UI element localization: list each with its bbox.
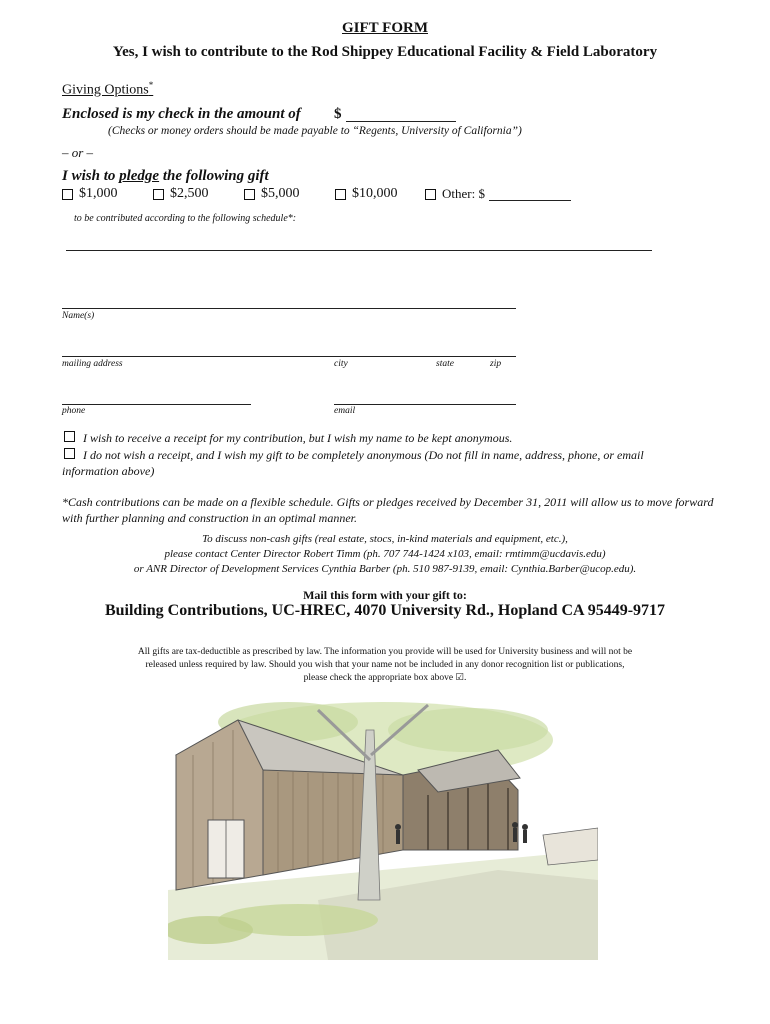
option-other[interactable]: [425, 186, 571, 202]
pledge-word: pledge: [119, 168, 160, 184]
state-label: state: [436, 359, 454, 369]
email-field[interactable]: [334, 404, 516, 405]
discuss-line-1: To discuss non-cash gifts (real estate, stocs, in-kind materials and equipment, etc.),: [202, 533, 568, 545]
names-label: Name(s): [62, 311, 95, 321]
giving-options-heading: [62, 80, 153, 99]
pledge-suffix: the following gift: [159, 168, 269, 184]
phone-field[interactable]: [62, 404, 251, 405]
email-label: email: [334, 406, 356, 416]
no-receipt-label: I do not wish a receipt, and I wish my gift to be completely anonymous (Do not fill in name, address, phone, or email: [83, 448, 644, 462]
option-5000[interactable]: [244, 186, 300, 202]
schedule-field[interactable]: [66, 250, 652, 251]
payable-note: (Checks or money orders should be made payable to “Regents, University of California”): [108, 125, 522, 137]
option-10000[interactable]: [335, 186, 398, 202]
checkbox[interactable]: [64, 448, 75, 459]
or-divider: – or –: [62, 145, 94, 160]
option-label: $10,000: [352, 186, 398, 201]
option-2500[interactable]: [153, 186, 209, 202]
checkbox[interactable]: [64, 431, 75, 442]
page-title: GIFT FORM: [342, 20, 428, 36]
receipt-anonymous-label: I wish to receive a receipt for my contribution, but I wish my name to be kept anonymous.: [83, 431, 513, 445]
tax-line-2: released unless required by law. Should you wish that your name not be included in any donor recognition list or publications,: [145, 660, 625, 670]
checkbox[interactable]: [153, 189, 164, 200]
giving-options-label: Giving Options: [62, 82, 149, 98]
option-label: $1,000: [79, 186, 118, 201]
tax-line-3: please check the appropriate box above ☑.: [303, 673, 467, 683]
zip-label: zip: [490, 359, 502, 369]
checkbox[interactable]: [425, 189, 436, 200]
enclosed-check-label: Enclosed is my check in the amount of: [62, 106, 301, 122]
phone-label: phone: [62, 406, 86, 416]
pledge-heading: [62, 168, 269, 185]
option-label: Other: $: [442, 186, 485, 201]
checkbox[interactable]: [62, 189, 73, 200]
discuss-line-3: or ANR Director of Development Services Cynthia Barber (ph. 510 987-9139, email: Cynthia.Barber@ucop.edu).: [133, 563, 637, 575]
mailing-address-label: mailing address: [62, 359, 123, 369]
no-receipt-label-cont: information above): [62, 464, 155, 478]
address-field[interactable]: [62, 356, 516, 357]
receipt-anonymous-option[interactable]: [64, 431, 512, 446]
cash-contribution-note: *Cash contributions can be made on a flexible schedule. Gifts or pledges received by December 31, 2011 will allow us to move forward with further planning and construction in an optimal manner.: [62, 495, 714, 525]
giving-options-asterisk: *: [148, 80, 154, 90]
tax-line-1: All gifts are tax-deductible as prescribed by law. The information you provide will be used for University business and will not be: [137, 647, 633, 657]
check-amount-field[interactable]: [346, 121, 456, 122]
pledge-prefix: I wish to: [62, 168, 120, 184]
mail-address: Building Contributions, UC-HREC, 4070 University Rd., Hopland CA 95449-9717: [104, 602, 666, 619]
no-receipt-option[interactable]: [64, 448, 714, 463]
option-label: $5,000: [261, 186, 300, 201]
check-amount-dollar: $: [334, 106, 342, 122]
schedule-label: to be contributed according to the following schedule*:: [74, 213, 297, 224]
discuss-line-2: please contact Center Director Robert Timm (ph. 707 744-1424 x103, email: rmtimm@ucdavis.edu): [164, 548, 606, 560]
mail-heading: Mail this form with your gift to:: [303, 588, 467, 602]
page-subtitle: Yes, I wish to contribute to the Rod Shippey Educational Facility & Field Laboratory: [112, 44, 658, 60]
option-label: $2,500: [170, 186, 209, 201]
names-field[interactable]: [62, 308, 516, 309]
building-sketch-image: [168, 700, 598, 960]
checkbox[interactable]: [244, 189, 255, 200]
checkbox[interactable]: [335, 189, 346, 200]
city-label: city: [334, 359, 348, 369]
other-amount-field[interactable]: [489, 188, 571, 201]
option-1000[interactable]: [62, 186, 118, 202]
